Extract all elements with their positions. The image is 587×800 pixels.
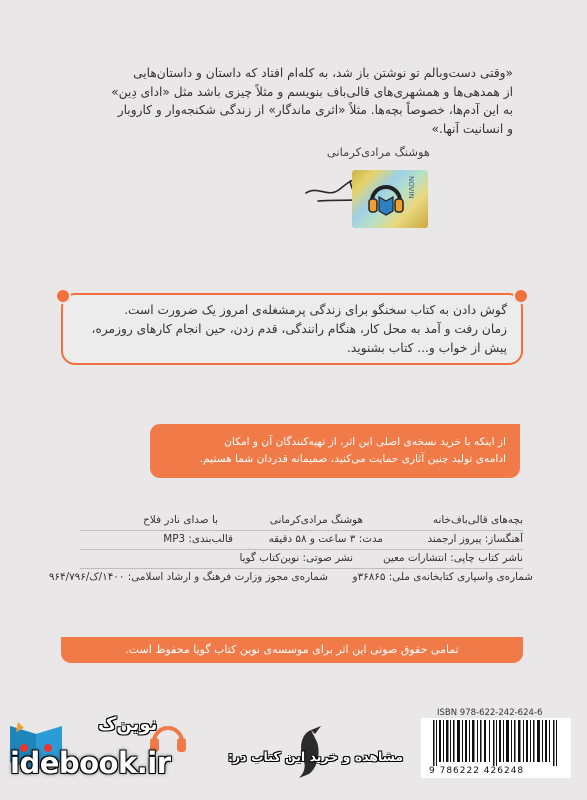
book-info-table <box>48 512 533 587</box>
info-row <box>80 550 523 569</box>
watermark-site[interactable]: idebook.ir <box>10 746 171 780</box>
barcode-digits: 9 786222 426248 <box>429 766 525 776</box>
info-row <box>80 512 523 531</box>
banner-line: ادامه‌ی تولید چنین آثاری حمایت می‌کنید، صمیمانه قدردان شما هستیم. <box>199 453 506 465</box>
thank-you-banner <box>150 424 520 478</box>
audio-publisher: نشر صوتی: نوین‌کتاب گویا <box>239 552 353 564</box>
banner-line: از اینکه با خرید نسخه‌ی اصلی این اثر، از تهیه‌کنندگان آن و امکان <box>224 436 506 448</box>
book-narrator: با صدای نادر فلاح <box>143 514 218 526</box>
callout-line: پیش از خواب و... کتاب بشنوید. <box>346 341 507 355</box>
callout-line: زمان رفت و آمد به محل کار، هنگام رانندگی، قدم زدن، حین انجام کارهای روزمره، <box>91 322 507 336</box>
callout-dot-right <box>513 288 529 304</box>
callout-line: گوش دادن به کتاب سخنگو برای زندگی پرمشغله‌ی امروز یک ضرورت است. <box>124 303 507 317</box>
book-title: بچه‌های قالی‌باف‌خانه <box>432 514 523 526</box>
book-author: هوشنگ مرادی‌کرمانی <box>269 514 363 526</box>
listening-callout <box>61 293 523 365</box>
quote-line: به این آدم‌ها، خصوصاً بچه‌ها. مثلاً «اثری ماندگار» از زندگی شکنجه‌وار و کاروبار <box>117 103 513 118</box>
info-row <box>48 569 533 587</box>
rights-banner: تمامی حقوق صوتی این اثر برای موسسه‌ی نوین کتاب گویا محفوظ است. <box>61 637 523 663</box>
brand-name: نوین‌ک <box>98 714 158 735</box>
book-composer: آهنگساز: پیروز ارجمند <box>427 533 523 545</box>
national-library-number: شماره‌ی واسپاری کتابخانه‌ی ملی: ۳۶۸۶۵و <box>352 571 533 583</box>
quote-line: «وقتی دست‌وبالم تو نوشتن باز شد، به کله‌ام افتاد که داستان و داستان‌هایی <box>133 66 513 80</box>
ministry-license: شماره‌ی مجوز وزارت فرهنگ و ارشاد اسلامی: ۱۴۰۰/ک/۹۶۴/۷۹۶ <box>48 571 328 583</box>
barcode-bars <box>431 720 561 766</box>
headphones-book-icon <box>366 179 406 219</box>
barcode <box>421 718 571 778</box>
watch-and-buy-text: مشاهده و خرید این کتاب در: <box>228 749 404 764</box>
book-format: قالب‌بندی: MP3 <box>163 533 233 545</box>
quote-line: و انسانیت آنها.» <box>431 121 513 136</box>
book-duration: مدت: ۳ ساعت و ۵۸ دقیقه <box>268 533 383 545</box>
info-row <box>80 531 523 550</box>
callout-dot-left <box>55 288 71 304</box>
hologram-text: NOVIN <box>407 176 415 199</box>
print-publisher: ناشر کتاب چاپی: انتشارات معین <box>382 552 523 564</box>
author-quote <box>78 64 513 138</box>
hologram-sticker <box>352 170 428 228</box>
quote-line: از همدهی‌ها و همشهری‌های قالی‌باف بنویسم و مثلاً چیزی باشد مثل «ادای دِین» <box>111 84 513 99</box>
quote-author: هوشنگ مرادی‌کرمانی <box>326 145 430 159</box>
isbn-label: ISBN 978-622-242-624-6 <box>437 708 543 718</box>
